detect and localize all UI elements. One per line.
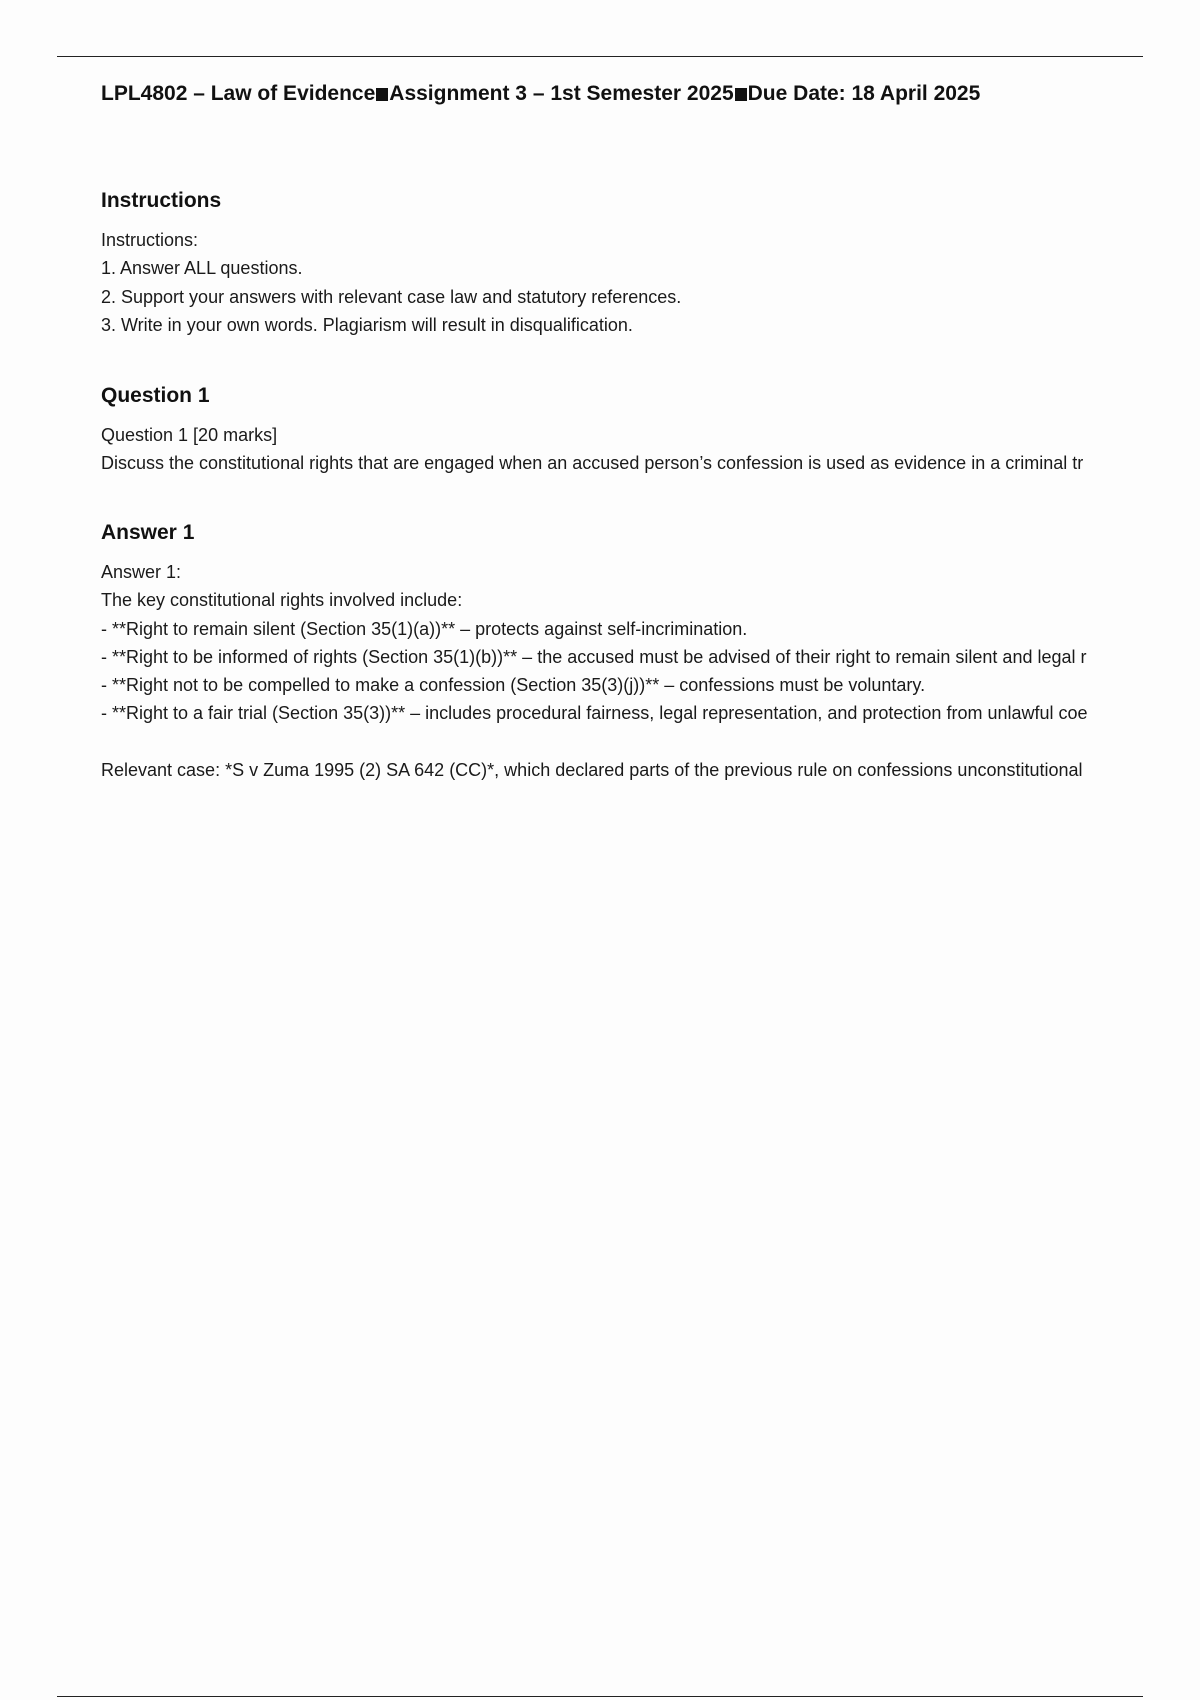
question-1-text: Discuss the constitutional rights that are engaged when an accused person’s confession is used as evidence in a criminal tr [101, 453, 1084, 474]
separator-square-icon [376, 88, 388, 101]
instructions-heading: Instructions [101, 189, 222, 212]
document-header [101, 80, 1200, 108]
question-1-section [101, 383, 1200, 478]
assignment-title: Assignment 3 – 1st Semester 2025 [389, 82, 734, 105]
instructions-label: Instructions: [101, 230, 199, 250]
question-1-heading: Question 1 [101, 384, 210, 407]
bottom-rule [57, 1696, 1143, 1697]
answer-1-bullet: - **Right not to be compelled to make a confession (Section 35(3)(j))** – confessions must be voluntary. [101, 675, 926, 696]
answer-1-bullet: - **Right to be informed of rights (Section 35(1)(b))** – the accused must be advised of their right to remain silent and legal r [101, 646, 1087, 667]
separator-square-icon [735, 88, 747, 101]
answer-1-heading: Answer 1 [101, 521, 195, 544]
instruction-item: 3. Write in your own words. Plagiarism will result in disqualification. [101, 314, 633, 335]
due-date: Due Date: 18 April 2025 [747, 82, 981, 105]
relevant-case: Relevant case: *S v Zuma 1995 (2) SA 642 (CC)*, which declared parts of the previous rule on confessions unconstitutional [101, 760, 1083, 781]
document-content [101, 80, 1200, 781]
answer-1-label: Answer 1: [101, 562, 182, 582]
top-rule [57, 56, 1143, 57]
instruction-item: 1. Answer ALL questions. [101, 258, 303, 279]
instructions-section [101, 188, 1200, 339]
answer-1-intro: The key constitutional rights involved include: [101, 590, 463, 611]
instruction-item: 2. Support your answers with relevant case law and statutory references. [101, 286, 682, 307]
answer-1-bullet: - **Right to remain silent (Section 35(1)(a))** – protects against self-incrimination. [101, 618, 748, 639]
answer-1-section [101, 520, 1200, 784]
answer-1-bullet: - **Right to a fair trial (Section 35(3))** – includes procedural fairness, legal representation, and protection from unlawful coe [101, 703, 1088, 724]
course-title: LPL4802 – Law of Evidence [101, 82, 376, 105]
question-1-marks: Question 1 [20 marks] [101, 425, 278, 445]
